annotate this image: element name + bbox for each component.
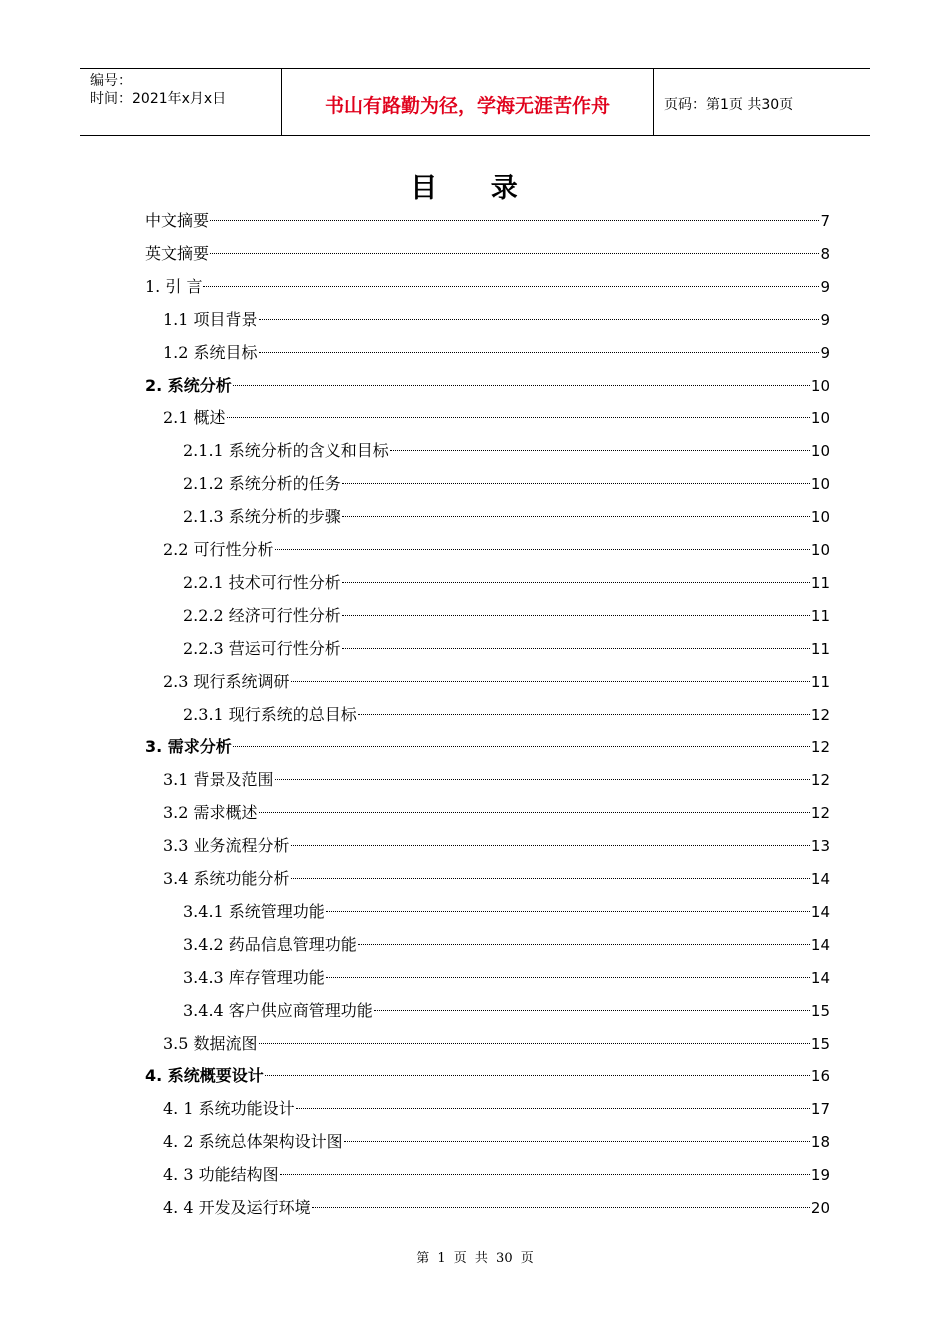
toc-dot-leader [342,582,810,583]
toc-entry[interactable] [183,933,830,957]
toc-dot-leader [259,319,820,320]
toc-entry[interactable] [183,703,830,727]
document-date-label: 时间：2021年x月x日 [90,91,227,107]
toc-entry[interactable] [163,670,830,694]
toc-entry-label: 3. 需求分析 [145,737,232,757]
toc-entry-page-number: 13 [810,837,830,856]
toc-entry[interactable] [145,209,830,233]
header-page-info: 页码：第1页 共30页 [664,97,794,113]
toc-entry-page-number: 12 [810,771,830,790]
toc-dot-leader [326,911,810,912]
toc-entry-label: 2.3.1 现行系统的总目标 [183,704,357,724]
toc-entry[interactable] [163,538,830,562]
page-footer: 第 1 页 共 30 页 [416,1251,534,1266]
toc-dot-leader [275,549,810,550]
toc-entry[interactable] [145,1064,830,1088]
toc-entry[interactable] [183,571,830,595]
toc-entry-label: 2.1 概述 [163,408,226,428]
toc-entry-page-number: 10 [810,541,830,559]
toc-entry[interactable] [183,900,830,924]
toc-dot-leader [233,385,810,386]
toc-entry-label: 3.2 需求概述 [163,803,258,823]
toc-entry-page-number: 15 [810,1001,830,1020]
toc-entry-page-number: 12 [810,804,830,823]
toc-entry-label: 3.5 数据流图 [163,1033,258,1053]
toc-entry-page-number: 14 [810,902,830,921]
toc-dot-leader [342,483,810,484]
toc-dot-leader [259,1043,810,1044]
toc-entry-label: 2.2.1 技术可行性分析 [183,572,341,592]
toc-dot-leader [280,1174,810,1175]
toc-dot-leader [342,615,810,616]
toc-dot-leader [312,1207,810,1208]
toc-entry-label: 4. 2 系统总体架构设计图 [163,1132,343,1152]
header-motto: 书山有路勤为径，学海无涯苦作舟 [282,69,654,135]
toc-entry-label: 英文摘要 [145,243,210,263]
toc-entry-page-number: 8 [820,244,830,263]
toc-entry-label: 1.1 项目背景 [163,309,258,329]
toc-entry-page-number: 11 [810,573,830,592]
toc-entry-label: 1.2 系统目标 [163,342,258,362]
toc-entry[interactable] [183,637,830,661]
toc-dot-leader [210,253,819,254]
toc-entry-page-number: 9 [820,343,830,362]
page-header [80,68,870,136]
document-number-label: 编号： [90,73,132,89]
toc-entry[interactable] [163,1163,830,1187]
toc-entry-label: 2.2.2 经济可行性分析 [183,605,341,625]
toc-entry-label: 3.4.1 系统管理功能 [183,901,325,921]
toc-dot-leader [326,977,810,978]
toc-entry-label: 2.1.1 系统分析的含义和目标 [183,441,389,461]
toc-entry[interactable] [183,999,830,1023]
toc-dot-leader [296,1108,810,1109]
toc-dot-leader [210,220,819,221]
toc-dot-leader [233,746,810,747]
toc-entry[interactable] [163,406,830,430]
toc-entry-label: 2.2 可行性分析 [163,540,274,559]
toc-entry-page-number: 7 [820,212,830,230]
header-meta [80,69,282,135]
toc-entry-page-number: 14 [810,870,830,888]
toc-entry-page-number: 10 [810,442,830,461]
toc-dot-leader [358,714,810,715]
toc-entry[interactable] [183,439,830,463]
toc-entry-page-number: 10 [810,409,830,428]
toc-dot-leader [259,352,820,353]
toc-entry-label: 4. 3 功能结构图 [163,1165,279,1185]
toc-entry[interactable] [183,966,830,990]
toc-entry[interactable] [163,1130,830,1154]
toc-entry-label: 2. 系统分析 [145,375,232,395]
toc-entry-label: 3.4.3 库存管理功能 [183,967,325,987]
toc-entry-page-number: 19 [810,1166,830,1185]
toc-entry-page-number: 10 [810,376,830,395]
toc-entry-label: 2.3 现行系统调研 [163,671,290,691]
toc-entry[interactable] [163,1097,830,1121]
toc-entry[interactable] [145,275,830,299]
toc-entry-label: 3.4.2 药品信息管理功能 [183,934,357,954]
toc-entry[interactable] [145,242,830,266]
toc-dot-leader [291,845,810,846]
toc-entry-page-number: 14 [810,935,830,954]
toc-entry-page-number: 17 [810,1100,830,1119]
toc-entry[interactable] [163,801,830,825]
toc-dot-leader [374,1010,810,1011]
toc-entry-label: 2.1.2 系统分析的任务 [183,474,341,494]
toc-entry-page-number: 14 [810,968,830,987]
toc-entry[interactable] [163,1196,830,1220]
toc-entry[interactable] [163,834,830,858]
toc-entry[interactable] [163,867,830,891]
toc-dot-leader [344,1141,810,1142]
toc-dot-leader [259,812,810,813]
toc-entry-page-number: 9 [820,277,830,296]
toc-entry-label: 3.4 系统功能分析 [163,869,290,888]
toc-dot-leader [342,516,810,517]
toc-dot-leader [275,779,810,780]
toc-entry-label: 1. 引 言 [145,276,203,296]
toc-entry-page-number: 12 [810,738,830,757]
toc-dot-leader [203,286,819,287]
toc-entry[interactable] [183,472,830,496]
toc-entry[interactable] [163,768,830,792]
toc-entry-page-number: 10 [810,475,830,494]
toc-entry-page-number: 9 [820,310,830,329]
toc-entry-label: 3.3 业务流程分析 [163,836,290,856]
toc-entry[interactable] [163,308,830,332]
toc-entry-page-number: 20 [810,1199,830,1217]
toc-entry-page-number: 11 [810,639,830,658]
toc-entry-label: 中文摘要 [145,211,210,230]
toc-dot-leader [291,878,810,879]
toc-entry-page-number: 11 [810,672,830,691]
toc-entry-label: 4. 4 开发及运行环境 [163,1198,311,1217]
toc-entry[interactable] [145,374,830,398]
toc-entry-page-number: 10 [810,508,830,527]
toc-dot-leader [265,1075,810,1076]
toc-entry[interactable] [163,1032,830,1056]
toc-dot-leader [358,944,810,945]
toc-dot-leader [227,417,810,418]
toc-title: 目 录 [410,173,540,204]
toc-entry-label: 3.4.4 客户供应商管理功能 [183,1000,373,1020]
toc-entry-label: 2.2.3 营运可行性分析 [183,638,341,658]
toc-dot-leader [342,648,810,649]
toc-entry[interactable] [145,735,830,759]
toc-entry[interactable] [183,604,830,628]
toc-entry-page-number: 18 [810,1133,830,1152]
toc-entry-page-number: 11 [810,606,830,625]
toc-entry-label: 3.1 背景及范围 [163,770,274,790]
toc-entry-label: 4. 1 系统功能设计 [163,1099,295,1119]
toc-entry-page-number: 16 [810,1067,830,1086]
toc-entry[interactable] [163,341,830,365]
toc-entry[interactable] [183,505,830,529]
toc-entry-page-number: 12 [810,705,830,724]
toc-entry-page-number: 15 [810,1034,830,1053]
toc-entry-label: 2.1.3 系统分析的步骤 [183,507,341,527]
toc-dot-leader [390,450,810,451]
toc-dot-leader [291,681,810,682]
toc-entry-label: 4. 系统概要设计 [145,1066,264,1086]
